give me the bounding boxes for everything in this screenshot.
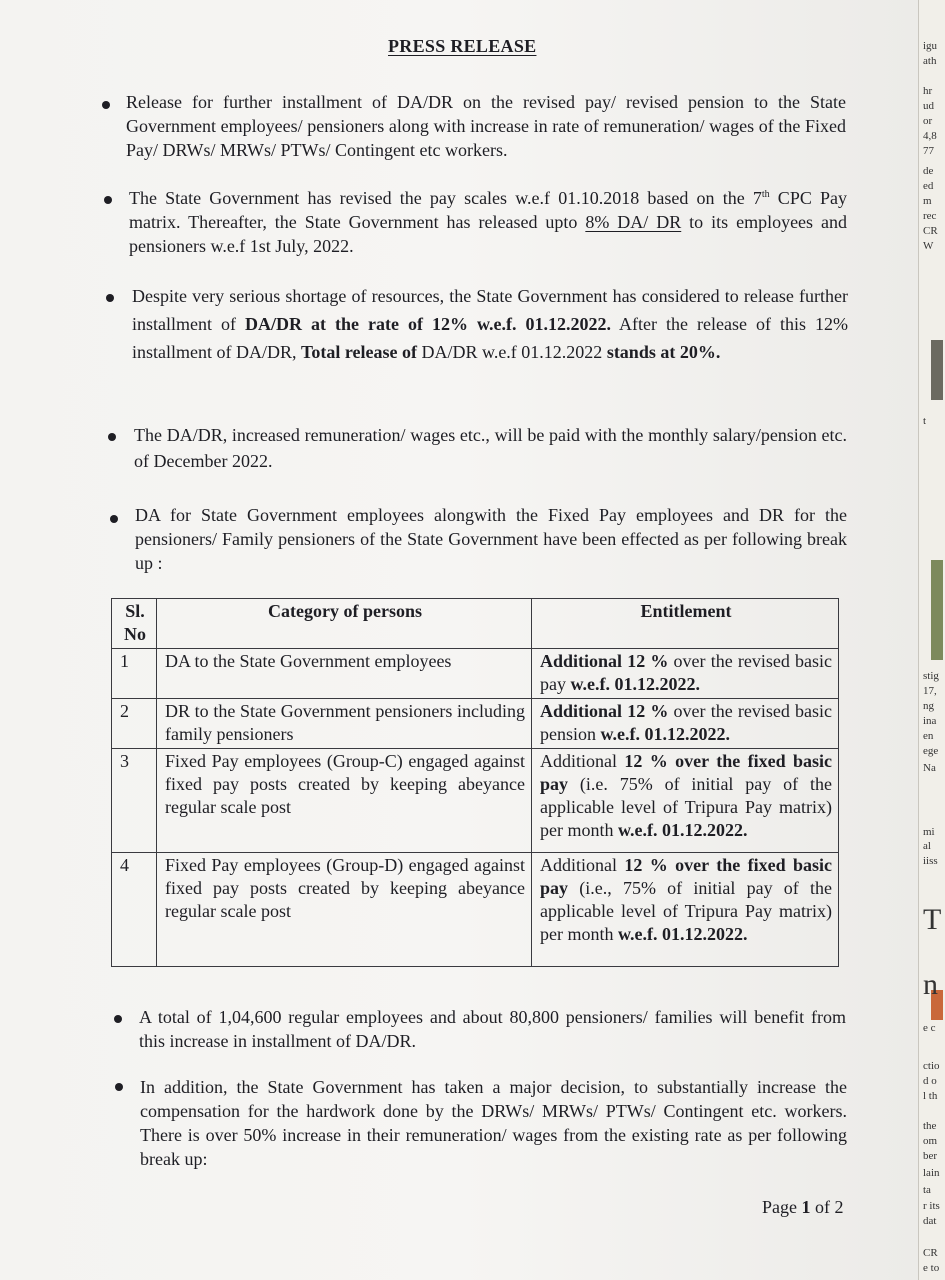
edge-text-fragment: stig [923,670,939,682]
edge-text-fragment: igu [923,40,938,52]
edge-text-fragment: t [923,415,927,427]
edge-text-fragment: m [923,195,932,207]
bullet-dot [114,1015,122,1023]
edge-shadow [931,340,943,400]
edge-text-fragment: lain [923,1167,940,1179]
table-row [112,749,839,853]
adjacent-page-edge [918,0,945,1280]
bullet-1-text: Release for further installment of DA/DR on the revised pay/ revised pension to the State Government employees/ pensioners along with increase in rate of remuneration/ wages of the Fixed Pay/ DRWs/ MRWs/ PTWs/ Contingent etc workers. [126,92,846,160]
row-category: Fixed Pay employees (Group-C) engaged against fixed pay posts created by keeping abeyance regular scale post [157,749,532,853]
header-entitlement: Entitlement [532,599,839,649]
edge-text-fragment: n [923,968,938,1001]
row-category: Fixed Pay employees (Group-D) engaged against fixed pay posts created by keeping abeyance regular scale post [157,853,532,967]
edge-text-fragment: ud [923,100,934,112]
edge-text-fragment: d o [923,1075,937,1087]
row-entitlement: Additional 12 % over the fixed basic pay (i.e. 75% of initial pay of the applicable level of Tripura Pay matrix) per month w.e.f. 01.12.2022. [532,749,839,853]
table-row [112,853,839,967]
edge-text-fragment: or [923,115,933,127]
edge-text-fragment: the [923,1120,937,1132]
row-category: DA to the State Government employees [157,649,532,699]
edge-text-fragment: W [923,240,934,252]
row-entitlement: Additional 12 % over the revised basic pay w.e.f. 01.12.2022. [532,649,839,699]
edge-text-fragment: ed [923,180,934,192]
edge-text-fragment: 4,8 [923,130,937,142]
edge-text-fragment: de [923,165,934,177]
bullet-4-text: The DA/DR, increased remuneration/ wages etc., will be paid with the monthly salary/pension etc. of December 2022. [134,425,847,471]
da-breakup-table [111,598,839,967]
edge-text-fragment: hr [923,85,933,97]
edge-text-fragment: Na [923,762,936,774]
page-title: PRESS RELEASE [388,36,537,56]
row-category: DR to the State Government pensioners including family pensioners [157,699,532,749]
edge-text-fragment: e c [923,1022,936,1034]
edge-text-fragment: en [923,730,934,742]
edge-text-fragment: iiss [923,855,938,867]
bullet-7-text: In addition, the State Government has taken a major decision, to substantially increase the compensation for the hardwork done by the DRWs/ MRWs/ PTWs/ Contingent etc. workers. There is over 50% increase in their remuneration/ wages from the existing rate as per following break up: [140,1077,847,1169]
row-sl: 1 [112,649,157,699]
bullet-dot [115,1083,123,1091]
edge-text-fragment: ina [923,715,937,727]
header-category: Category of persons [157,599,532,649]
edge-text-fragment: CR [923,225,938,237]
edge-text-fragment: T [923,903,942,936]
edge-text-fragment: ege [923,745,939,757]
edge-text-fragment: ng [923,700,934,712]
header-sl-no: Sl. No [112,599,157,649]
edge-text-fragment: e to [923,1262,940,1274]
row-sl: 4 [112,853,157,967]
bullet-3-text: Despite very serious shortage of resources, the State Government has considered to release further installment of DA/DR at the rate of 12% w.e.f. 01.12.2022. After the release of this 12% installment of DA/DR, Total release of DA/DR w.e.f 01.12.2022 stands at 20%. [132,286,848,362]
bullet-dot [106,294,114,302]
edge-text-fragment: dat [923,1215,937,1227]
row-sl: 3 [112,749,157,853]
edge-text-fragment: om [923,1135,938,1147]
table-header-row [112,599,839,649]
edge-text-fragment: rec [923,210,937,222]
bullet-dot [108,433,116,441]
bullet-dot [102,101,110,109]
bullet-2-text: The State Government has revised the pay scales w.e.f 01.10.2018 based on the 7th CPC Pay matrix. Thereafter, the State Government has released upto 8% DA/ DR to its employees and pensioners w.e.f 1st July, 2022. [129,188,847,256]
edge-text-fragment: mi [923,826,935,838]
table-row [112,649,839,699]
edge-text-fragment: CR [923,1247,938,1259]
edge-text-fragment: 77 [923,145,934,157]
bullet-6-text: A total of 1,04,600 regular employees and about 80,800 pensioners/ families will benefit from this increase in installment of DA/DR. [139,1007,846,1051]
row-sl: 2 [112,699,157,749]
edge-shadow [931,560,943,660]
edge-text-fragment: ber [923,1150,938,1162]
edge-text-fragment: al [923,840,931,852]
edge-text-fragment: l th [923,1090,938,1102]
edge-text-fragment: 17, [923,685,937,697]
edge-text-fragment: ctio [923,1060,940,1072]
bullet-5-text: DA for State Government employees alongwith the Fixed Pay employees and DR for the pensioners/ Family pensioners of the State Government have been effected as per following break up : [135,505,847,573]
row-entitlement: Additional 12 % over the revised basic pension w.e.f. 01.12.2022. [532,699,839,749]
bullet-dot [104,196,112,204]
edge-text-fragment: ath [923,55,937,67]
bullet-dot [110,515,118,523]
edge-text-fragment: ta [923,1184,931,1196]
page-number: Page 1 of 2 [762,1197,844,1217]
edge-text-fragment: r its [923,1200,940,1212]
table-row [112,699,839,749]
row-entitlement: Additional 12 % over the fixed basic pay (i.e., 75% of initial pay of the applicable level of Tripura Pay matrix) per month w.e.f. 01.12.2022. [532,853,839,967]
